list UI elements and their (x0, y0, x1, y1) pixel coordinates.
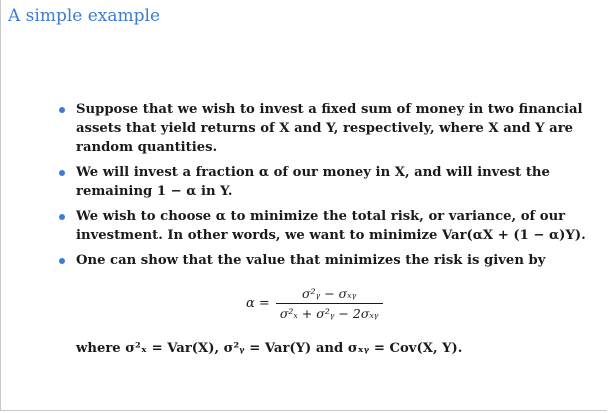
bullet-dot-icon (59, 214, 65, 220)
bullet-dot-icon (59, 258, 65, 264)
bullet-dot-icon (59, 170, 65, 176)
formula-lhs: α = (246, 296, 270, 311)
formula-denominator: σ²ₓ + σ²ᵧ − 2σₓᵧ (279, 306, 379, 321)
alpha-formula (246, 286, 383, 321)
bullet-text: One can show that the value that minimizes the risk is given by (76, 253, 546, 268)
where-definitions: where σ²ₓ = Var(X), σ²ᵧ = Var(Y) and σₓᵧ = Cov(X, Y). (76, 341, 463, 356)
bullet-text: Suppose that we wish to invest a fixed sum of money in two financial assets that yield returns of X and Y, respectively, where X and Y are random quantities. (76, 102, 583, 155)
bullet-item (58, 100, 588, 157)
bullet-item (58, 207, 588, 245)
bullet-item (58, 163, 588, 201)
bullet-text: We wish to choose α to minimize the total risk, or variance, of our investment. In other words, we want to minimize Var(αX + (1 − α)Y). (76, 209, 586, 243)
bullet-item (58, 251, 588, 270)
bullet-text: We will invest a fraction α of our money in X, and will invest the remaining 1 − α in Y. (76, 165, 550, 199)
formula-fraction (276, 286, 383, 321)
slide-title: A simple example (8, 6, 161, 26)
bullet-list (58, 100, 588, 276)
bullet-dot-icon (59, 107, 65, 113)
formula-numerator: σ²ᵧ − σₓᵧ (301, 286, 357, 301)
